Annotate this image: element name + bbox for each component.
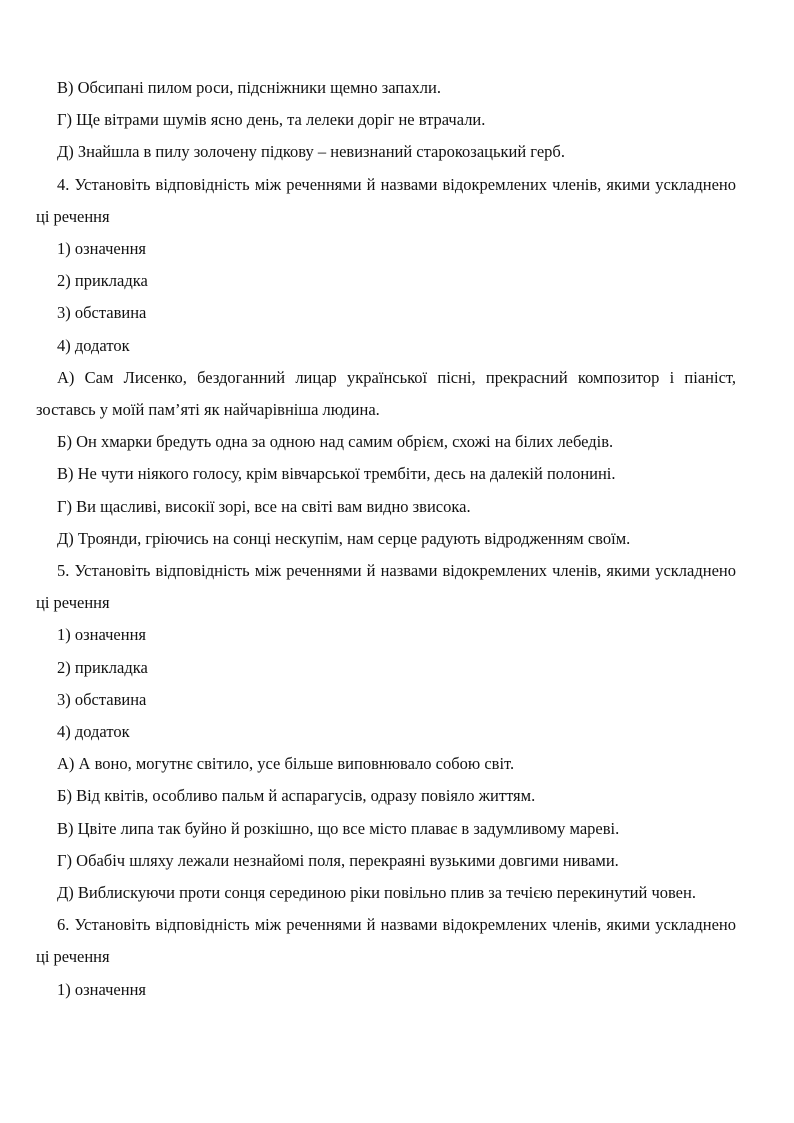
answer-2-q5: 2) прикладка xyxy=(57,657,148,677)
option-d-q5: Д) Виблискуючи проти сонця серединою ріки повільно плив за течією перекинутий човен. xyxy=(57,883,696,903)
answer-3-q5: 3) обставина xyxy=(57,689,147,709)
option-b-q5: Б) Від квітів, особливо пальм й аспарагусів, одразу повіяло життям. xyxy=(57,786,536,806)
option-v-q5: В) Цвіте липа так буйно й розкішно, що все місто плаває в задумливому мареві. xyxy=(57,818,620,838)
answer-2-q4: 2) прикладка xyxy=(57,271,148,291)
option-h-q4: Г) Ви щасливі, високії зорі, все на світі вам видно звисока. xyxy=(57,496,471,516)
answer-1-q6: 1) означення xyxy=(57,979,147,999)
answer-1-q4: 1) означення xyxy=(57,239,147,259)
answer-4-q4: 4) додаток xyxy=(57,335,130,355)
option-d-q4: Д) Троянди, гріючись на сонці нескупім, нам серце радують відродженням своїм. xyxy=(57,528,631,548)
option-v-q3: В) Обсипані пилом роси, підсніжники щемно запахли. xyxy=(57,78,441,97)
question-5: 5. Установіть відповідність між реченнями й назвами відокремлених членів, якими ускладнено ці речення xyxy=(36,561,736,613)
option-b-q4: Б) Он хмарки бредуть одна за одною над самим обрієм, схожі на білих лебедів. xyxy=(57,432,614,452)
option-a-q4: А) Сам Лисенко, бездоганний лицар української пісні, прекрасний композитор і піаніст, зоставсь у моїй пам’яті як найчарівніша людина. xyxy=(36,367,736,420)
answer-4-q5: 4) додаток xyxy=(57,722,130,742)
option-h-q3: Г) Ще вітрами шумів ясно день, та лелеки доріг не втрачали. xyxy=(57,110,486,130)
option-d-q3: Д) Знайшла в пилу золочену підкову – невизнаний старокозацький герб. xyxy=(57,142,565,162)
option-h-q5: Г) Обабіч шляху лежали незнайомі поля, перекраяні вузькими довгими нивами. xyxy=(57,850,619,870)
question-6: 6. Установіть відповідність між реченнями й назвами відокремлених членів, якими ускладнено ці речення xyxy=(36,915,736,967)
document-page xyxy=(36,72,736,1006)
option-v-q4: В) Не чути ніякого голосу, крім вівчарської трембіти, десь на далекій полонині. xyxy=(57,464,616,484)
answer-1-q5: 1) означення xyxy=(57,625,147,645)
answer-3-q4: 3) обставина xyxy=(57,303,147,323)
option-a-q5: А) А воно, могутнє світило, усе більше виповнювало собою світ. xyxy=(57,754,515,774)
question-4: 4. Установіть відповідність між реченнями й назвами відокремлених членів, якими ускладнено ці речення xyxy=(36,174,736,226)
